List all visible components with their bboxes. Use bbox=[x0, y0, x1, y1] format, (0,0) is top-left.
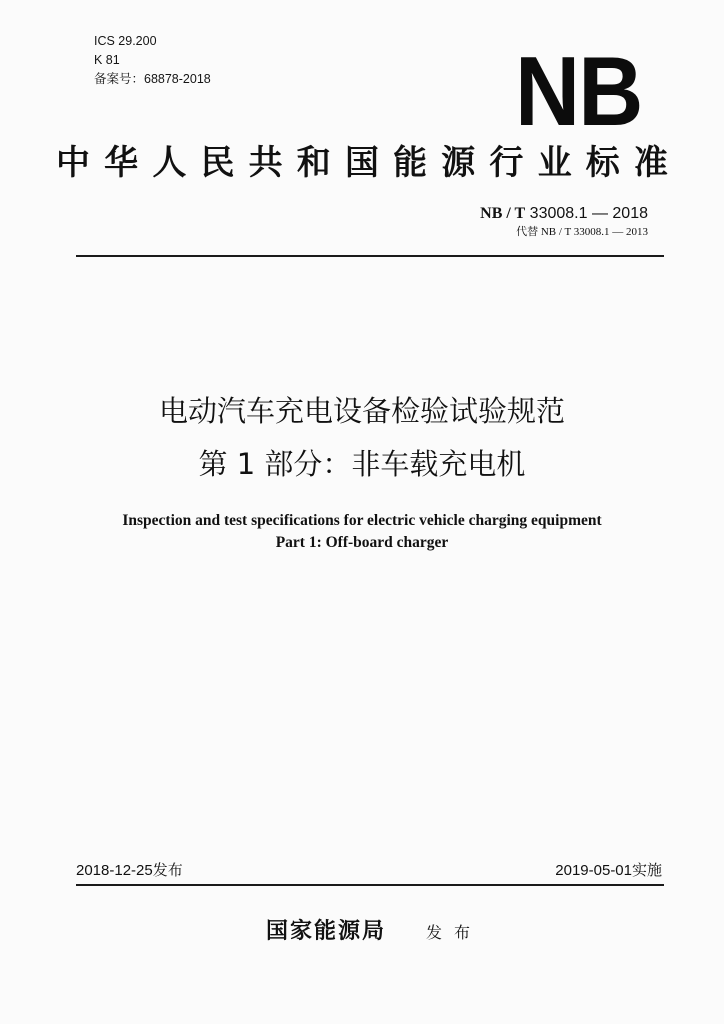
title-cn-line1: 电动汽车充电设备检验试验规范 bbox=[158, 394, 565, 428]
standard-number-code: 33008.1 — 2018 bbox=[529, 205, 648, 222]
ccs-code: K 81 bbox=[94, 53, 120, 67]
standard-type-char: 能 bbox=[393, 143, 428, 183]
standard-type-char: 华 bbox=[104, 143, 139, 183]
title-cn-line2: 第 1 部分：非车载充电机 bbox=[198, 447, 526, 481]
standard-type-char: 行 bbox=[489, 143, 524, 183]
standard-type-char: 和 bbox=[296, 143, 331, 183]
top-divider bbox=[76, 255, 664, 257]
publish-label: 发布 bbox=[426, 923, 483, 942]
implementation-date: 2019-05-01实施 bbox=[555, 862, 662, 879]
filing-number: 备案号：68878-2018 bbox=[94, 72, 211, 86]
standard-number-prefix: NB / T bbox=[480, 205, 526, 222]
standard-type-char: 人 bbox=[152, 143, 187, 183]
standard-type-char: 源 bbox=[441, 143, 476, 183]
bottom-divider bbox=[76, 884, 664, 886]
title-en-line1: Inspection and test specifications for electric vehicle charging equipment bbox=[122, 512, 602, 529]
publisher-name: 国家能源局 bbox=[266, 918, 387, 944]
standard-type-char: 业 bbox=[537, 143, 572, 183]
replaces-standard: 代替 NB / T 33008.1 — 2013 bbox=[516, 226, 648, 238]
issue-date: 2018-12-25发布 bbox=[76, 862, 183, 879]
classification-block bbox=[94, 32, 211, 89]
standard-type-char: 民 bbox=[200, 143, 235, 183]
standard-type-char: 中 bbox=[56, 143, 90, 183]
standard-type-char: 准 bbox=[633, 143, 668, 183]
ics-code: ICS 29.200 bbox=[94, 34, 157, 48]
standard-type-heading bbox=[56, 141, 668, 185]
standard-type-char: 标 bbox=[585, 143, 620, 183]
title-en-line2: Part 1: Off-board charger bbox=[275, 534, 449, 551]
standard-number bbox=[480, 204, 648, 224]
nb-logo: NB bbox=[515, 36, 642, 146]
standard-type-char: 共 bbox=[248, 143, 283, 183]
standard-type-char: 国 bbox=[344, 143, 379, 183]
